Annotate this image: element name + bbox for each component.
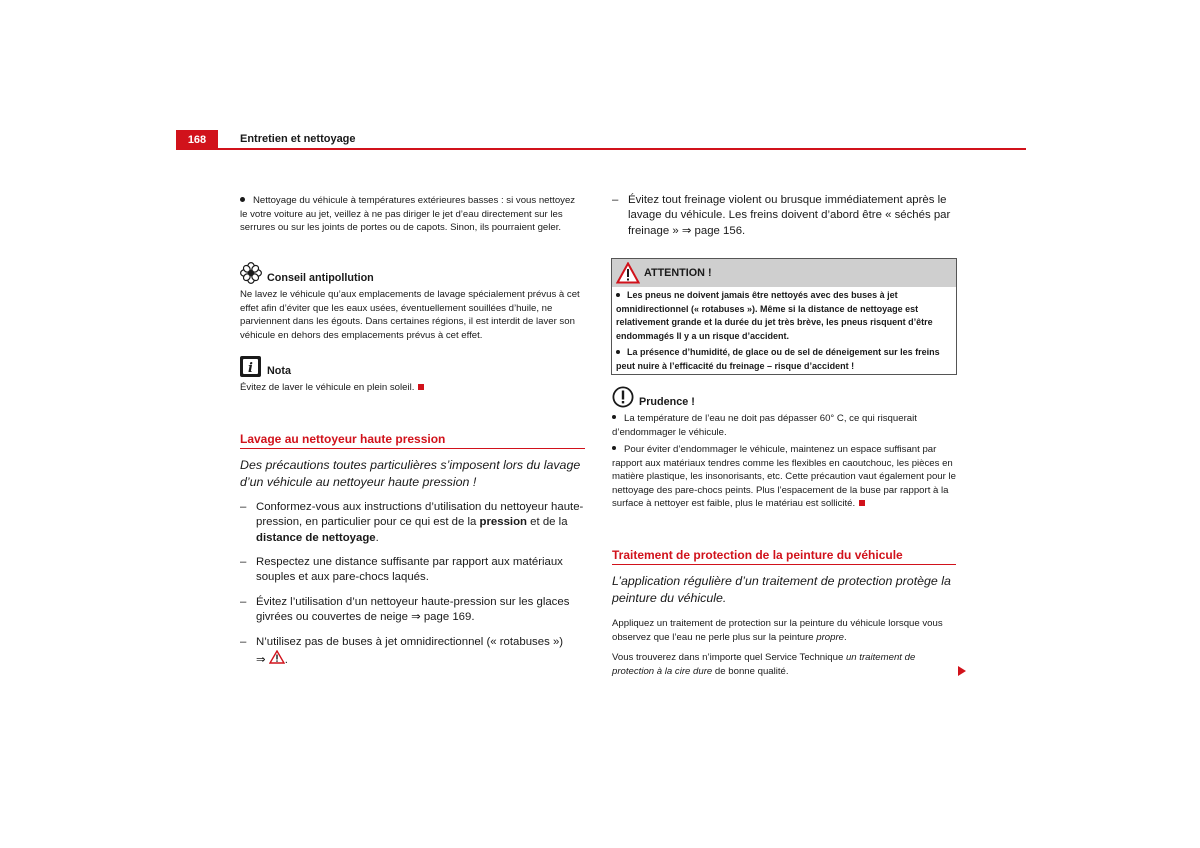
attention-bullet: Les pneus ne doivent jamais être nettoyés avec des buses à jet omnidirectionnel (« rotabuses »). Même si la distance de nettoyage est relativement grande et la durée du jet très brève, les pneus risquent d’être endommagés Il y a un risque d’accident. <box>616 290 933 341</box>
prudence-title: Prudence ! <box>639 396 695 408</box>
list-item: – Évitez l’utilisation d’un nettoyeur haute-pression sur les glaces givrées ou couvertes de neige ⇒ page 169. <box>240 596 570 624</box>
flower-icon <box>240 262 262 284</box>
pressure-lead: Des précautions toutes particulières s’imposent lors du lavage d’un véhicule au nettoyeur haute pression ! <box>240 458 581 489</box>
list-item: – Respectez une distance suffisante par rapport aux matériaux souples et aux pare-chocs laqués. <box>240 556 563 584</box>
warning-triangle-icon <box>269 650 285 664</box>
warning-triangle-icon <box>616 262 640 284</box>
attention-bullet: La présence d’humidité, de glace ou de sel de déneigement sur les freins peut nuire à l’efficacité du freinage – risque d’accident ! <box>616 347 940 371</box>
pressure-heading: Lavage au nettoyeur haute pression <box>240 432 446 446</box>
nota-title: Nota <box>267 365 291 377</box>
paint-paragraph-2: Vous trouverez dans n’importe quel Service Technique un traitement de protection à la cire dure de bonne qualité. <box>612 652 916 677</box>
end-marker <box>418 384 424 390</box>
eco-text: Ne lavez le véhicule qu’aux emplacements de lavage spécialement prévus à cet effet afin d’éviter que les eaux usées, éventuellement souillées d’huile, ne parviennent dans les égouts. Dans certaines régions, il est interdit de laver son véhicule en dehors des emplacements prévus à cet effet. <box>240 289 580 341</box>
list-item: – N’utilisez pas de buses à jet omnidirectionnel (« rotabuses ») ⇒ . <box>240 636 564 667</box>
page-number: 168 <box>176 130 218 150</box>
header-rule <box>176 148 1026 150</box>
continue-arrow-icon <box>958 666 966 676</box>
cross-reference-link[interactable]: ⇒ <box>256 654 266 667</box>
paint-paragraph-1: Appliquez un traitement de protection sur la peinture du véhicule lorsque vous observez que l’eau ne perle plus sur la peinture propre. <box>612 618 943 643</box>
attention-title: ATTENTION ! <box>644 267 712 279</box>
nota-text-content: Évitez de laver le véhicule en plein soleil. <box>240 382 415 393</box>
eco-title: Conseil antipollution <box>267 272 374 284</box>
paint-heading-rule <box>612 564 956 565</box>
info-icon: i <box>240 356 261 377</box>
exclamation-circle-icon <box>612 386 634 408</box>
list-item: – Conformez-vous aux instructions d’utilisation du nettoyeur haute-pression, en particulier pour ce qui est de la pression et de la distance de nettoyage. <box>240 501 584 544</box>
paint-lead: L’application régulière d’un traitement de protection protège la peinture du véhicule. <box>612 574 951 605</box>
intro-bullet-text: Nettoyage du véhicule à températures extérieures basses : si vous nettoyez le votre voiture au jet, veillez à ne pas diriger le jet d’eau directement sur les serrures ou sur les joints de portes ou de capots. Sinon, ils pourraient geler. <box>240 195 576 234</box>
paint-heading: Traitement de protection de la peinture du véhicule <box>612 548 903 562</box>
pressure-heading-rule <box>240 448 585 449</box>
section-title: Entretien et nettoyage <box>240 133 356 145</box>
attention-box <box>611 258 957 375</box>
bullet-icon <box>240 197 245 202</box>
list-item: – Évitez tout freinage violent ou brusque immédiatement après le lavage du véhicule. Les freins doivent d’abord être « séchés par freinage » ⇒ page 156. <box>612 194 951 237</box>
end-marker <box>859 500 865 506</box>
nota-text <box>240 381 585 395</box>
prudence-bullet: Pour éviter d’endommager le véhicule, maintenez un espace suffisant par rapport aux matériaux tendres comme les flexibles en caoutchouc, les pièces en matière plastique, les insonorisants, etc. Cette précaution vaut également pour le nettoyage des pare-chocs peints. Plus l’espacement de la buse par rapport à la surface à nettoyer est faible, plus le matériau est sollicité. <box>612 444 956 510</box>
intro-bullet <box>240 194 585 235</box>
prudence-bullet: La température de l’eau ne doit pas dépasser 60° C, ce qui risquerait d’endommager le véhicule. <box>612 413 917 438</box>
